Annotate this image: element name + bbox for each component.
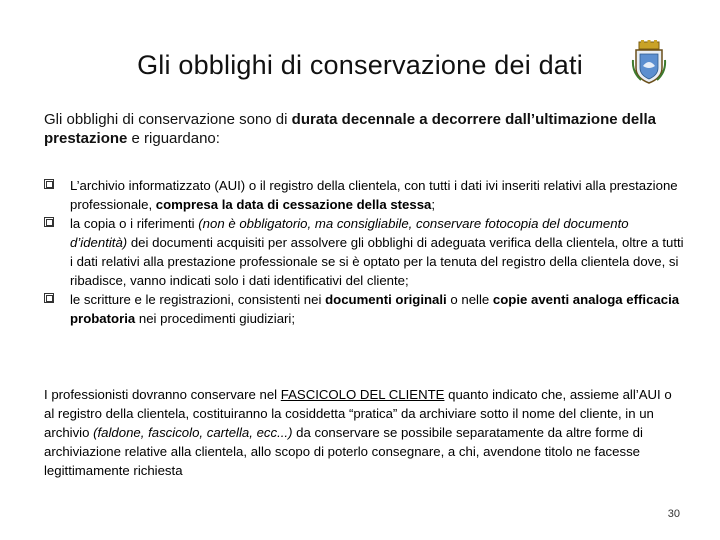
list-item [44,176,684,214]
list-item-text: la copia o i riferimenti [70,216,199,231]
closing-text: I professionisti dovranno conservare nel [44,387,281,402]
coat-of-arms-icon [631,40,667,84]
checkbox-bullet-icon [44,293,54,303]
list-item-text: o nelle [446,292,493,307]
closing-paragraph [44,385,684,480]
obligations-list [44,176,684,328]
slide-title: Gli obblighi di conservazione dei dati [137,50,583,80]
list-item-bold: copie aventi analoga efficacia probatoria [70,292,680,326]
list-item-bold: compresa la data di cessazione della stessa [155,197,432,212]
closing-italic: (faldone, fascicolo, cartella, ecc...) [93,425,293,440]
intro-text: Gli obblighi di conservazione sono di [44,111,292,128]
list-item-text: ; [431,197,436,212]
list-item [44,214,684,290]
intro-bold-text: durata decennale a decorrere dall’ultimazione della prestazione [44,111,656,147]
checkbox-bullet-icon [44,179,54,189]
list-item-text: dei documenti acquisiti per assolvere gli obblighi di adeguata verifica della clientela, oltre a tutti i dati relativi alla prestazione professionale se si è optato per la tenuta del registro della clientela dove, si ribadisce, vanno indicati solo i dati identificativi del cliente; [70,235,684,288]
intro-text-end: e riguardano: [127,130,220,147]
closing-text: quanto indicato che, assieme all’AUI o al registro della clientela, costituiranno la cosiddetta “pratica” da archiviare sotto il nome del cliente, in un archivio [44,387,672,440]
list-item-text: L’archivio informatizzato (AUI) o il registro della clientela, con tutti i dati ivi inseriti relativi alla prestazione professionale, [70,178,678,212]
list-item [44,290,684,328]
intro-paragraph [44,110,684,148]
closing-text: da conservare se possibile separatamente da altre forme di archiviazione relative alla clientela, allo scopo di poterlo consegnare, a chi, avendone titolo ne facesse legittimamente richiesta [44,425,643,478]
list-item-italic: (non è obbligatorio, ma consigliabile, conservare fotocopia del documento d’identità) [70,216,629,250]
page-number: 30 [667,508,680,520]
list-item-text: nei procedimenti giudiziari; [135,311,296,326]
closing-underlined: FASCICOLO DEL CLIENTE [280,387,445,402]
checkbox-bullet-icon [44,217,54,227]
list-item-text: le scritture e le registrazioni, consistenti nei [70,292,326,307]
list-item-bold: documenti originali [325,292,447,307]
